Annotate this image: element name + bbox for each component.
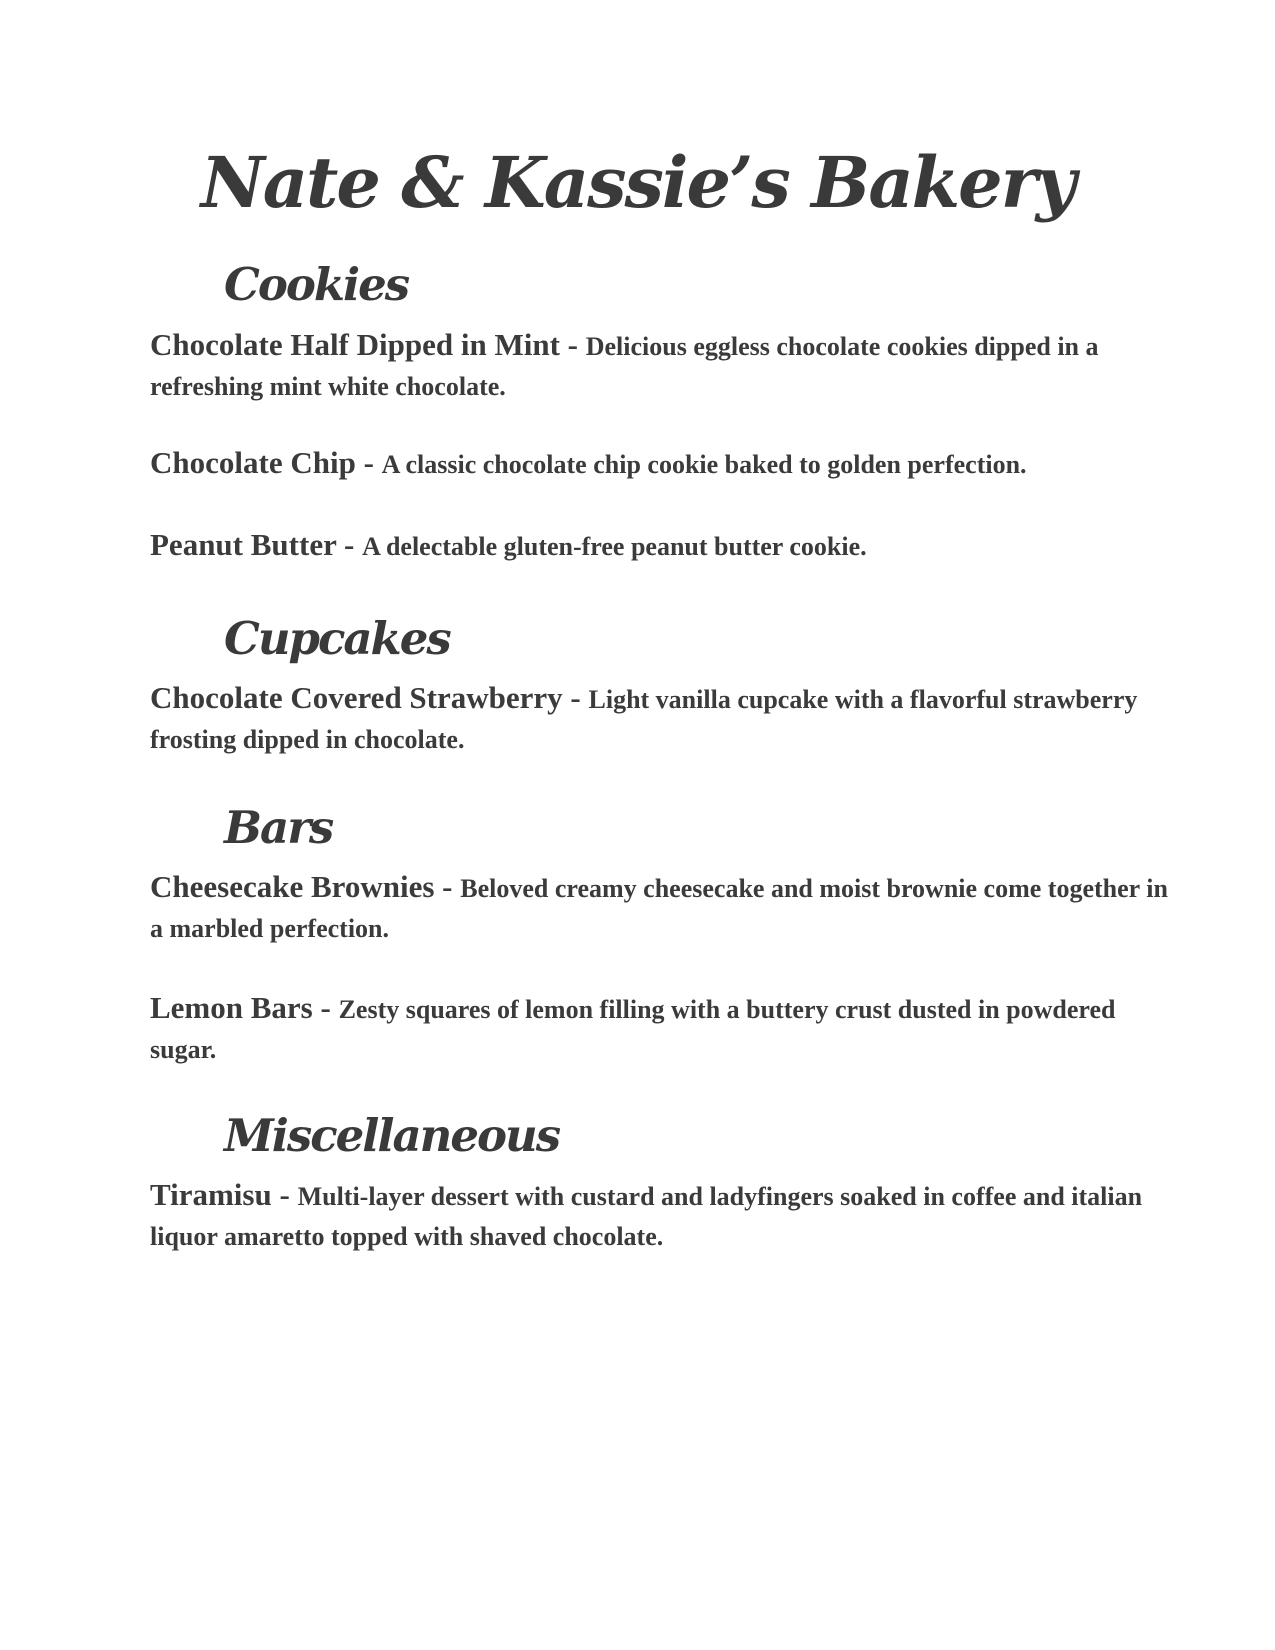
item-description: Light vanilla cupcake with a flavorful strawberry frosting dipped in chocolate. bbox=[150, 685, 1138, 754]
item-separator: - bbox=[434, 869, 461, 904]
item-description: A classic chocolate chip cookie baked to golden perfection. bbox=[381, 450, 1027, 479]
menu-item bbox=[150, 443, 1170, 485]
section-heading-bars: Bars bbox=[224, 801, 333, 854]
item-separator: - bbox=[271, 1177, 298, 1212]
item-name: Peanut Butter bbox=[150, 527, 337, 562]
item-description: Multi-layer dessert with custard and ladyfingers soaked in coffee and italian liquor amaretto topped with shaved chocolate. bbox=[150, 1182, 1143, 1251]
item-description: Zesty squares of lemon filling with a buttery crust dusted in powdered sugar. bbox=[150, 995, 1116, 1064]
item-separator: - bbox=[567, 327, 586, 362]
item-name: Chocolate Half Dipped in Mint bbox=[150, 327, 568, 362]
menu-item bbox=[150, 988, 1170, 1070]
menu-item bbox=[150, 867, 1170, 949]
item-separator: - bbox=[562, 680, 589, 715]
menu-item bbox=[150, 525, 1170, 567]
item-description: Delicious eggless chocolate cookies dipped in a refreshing mint white chocolate. bbox=[150, 332, 1099, 401]
section-heading-miscellaneous: Miscellaneous bbox=[224, 1109, 560, 1162]
menu-item bbox=[150, 678, 1170, 760]
item-name: Tiramisu bbox=[150, 1177, 272, 1212]
item-separator: - bbox=[355, 445, 382, 480]
item-description: Beloved creamy cheesecake and moist brownie come together in a marbled perfection. bbox=[150, 874, 1168, 943]
item-separator: - bbox=[336, 527, 363, 562]
item-name: Lemon Bars bbox=[150, 990, 313, 1025]
item-name: Cheesecake Brownies bbox=[150, 869, 435, 904]
item-description: A delectable gluten-free peanut butter cookie. bbox=[362, 532, 867, 561]
menu-item bbox=[150, 1175, 1170, 1257]
page-title: Nate & Kassie’s Bakery bbox=[200, 141, 1075, 224]
section-heading-cookies: Cookies bbox=[224, 258, 409, 311]
menu-item bbox=[150, 325, 1170, 407]
section-heading-cupcakes: Cupcakes bbox=[224, 612, 450, 665]
item-name: Chocolate Covered Strawberry bbox=[150, 680, 563, 715]
item-separator: - bbox=[312, 990, 339, 1025]
item-name: Chocolate Chip bbox=[150, 445, 356, 480]
